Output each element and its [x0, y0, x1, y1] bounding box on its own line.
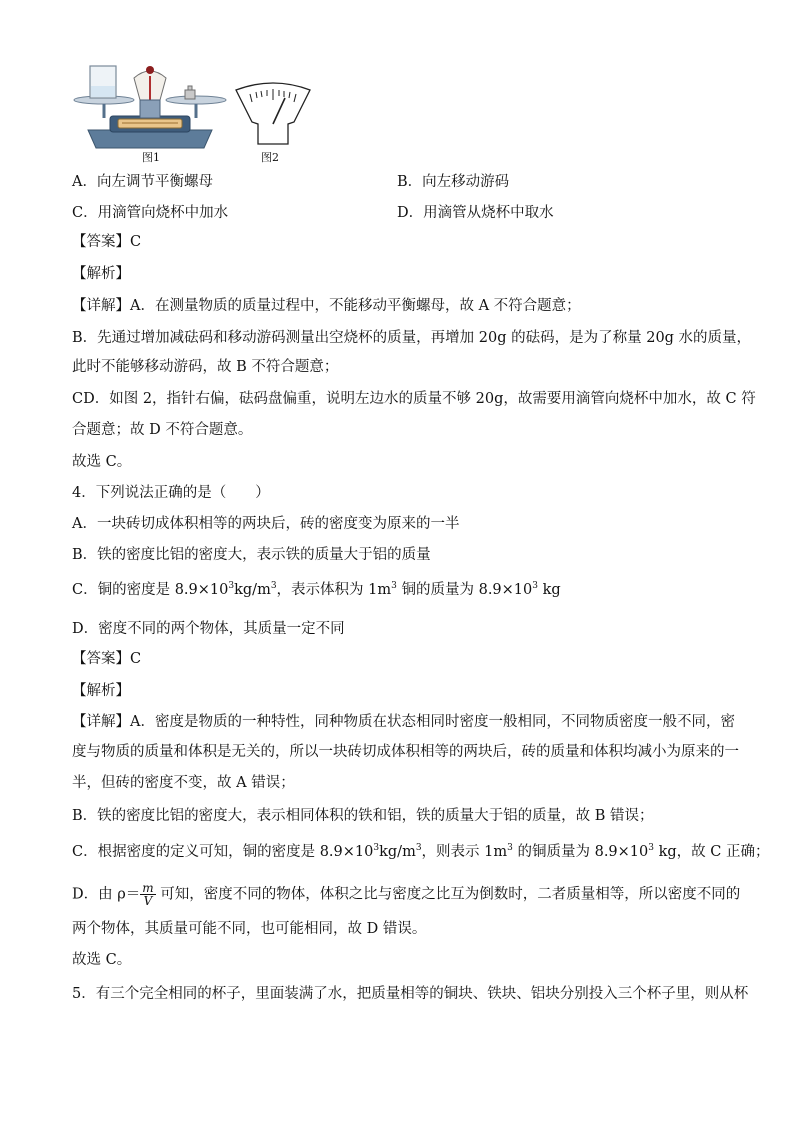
q4-detail-d: D．由 ρ＝ $\frac{m}{V}$ 可知，密度不同的物体，体积之比与密度之比互为倒数时，二者质量相等，所以密度不同的 — [72, 881, 741, 908]
q3-detail-line: 【详解】A．在测量物质的质量过程中，不能移动平衡螺母，故 A 不符合题意； — [72, 298, 581, 314]
q4-detail-line: 度与物质的质量和体积是无关的，所以一块砖切成体积相等的两块后，砖的质量和体积均减小为原来的一 — [72, 744, 739, 760]
q3-detail-line: 合题意；故 D 不符合题意。 — [72, 422, 253, 438]
q4-answer: 【答案】C — [72, 651, 142, 667]
q4-conclusion: 故选 C。 — [72, 952, 132, 968]
q4-analysis-label: 【解析】 — [72, 683, 130, 699]
q3-analysis-label: 【解析】 — [72, 266, 130, 282]
figure-1-caption: 图1 — [142, 151, 160, 164]
q3-option-c: C．用滴管向烧杯中加水 — [72, 205, 229, 221]
q4-option-a: A．一块砖切成体积相等的两块后，砖的密度变为原来的一半 — [72, 516, 460, 532]
q3-option-b: B．向左移动游码 — [397, 174, 510, 190]
q4-option-d: D．密度不同的两个物体，其质量一定不同 — [72, 621, 345, 637]
q4-stem: 4．下列说法正确的是（ ） — [72, 485, 270, 501]
q4-detail-line: 半，但砖的密度不变，故 A 错误； — [72, 775, 295, 791]
q3-detail-line: B．先通过增加减砝码和移动游码测量出空烧杯的质量，再增加 20g 的砝码，是为了称量 20g 水的质量， — [72, 330, 752, 346]
q4-detail-line: 两个物体，其质量可能不同，也可能相同，故 D 错误。 — [72, 921, 427, 937]
q3-option-a: A．向左调节平衡螺母 — [72, 174, 213, 190]
q4-detail-c: C．根据密度的定义可知，铜的密度是 $8.9\times 10^3kg/m^3$，则表示 $1m^3$ 的铜质量为 $8.9\times 10^3$ kg，故 C 正确； — [72, 843, 770, 860]
figure-1-balance — [70, 60, 230, 152]
q3-option-d: D．用滴管从烧杯中取水 — [397, 205, 554, 221]
density-fraction: $\frac{m}{V}$ — [142, 881, 154, 908]
figure-2-dial — [232, 80, 314, 148]
balance-scale-icon — [70, 60, 230, 152]
q3-detail-line: 此时不能够移动游码，故 B 不符合题意； — [72, 359, 339, 375]
q4-option-b: B．铁的密度比铝的密度大，表示铁的质量大于铝的质量 — [72, 547, 431, 563]
q3-detail-line: CD．如图 2，指针右偏，砝码盘偏重，说明左边水的质量不够 20g，故需要用滴管向烧杯中加水，故 C 符 — [72, 391, 756, 407]
q3-conclusion: 故选 C。 — [72, 454, 132, 470]
q4-detail-line: 【详解】A．密度是物质的一种特性，同种物质在状态相同时密度一般相同，不同物质密度一般不同，密 — [72, 714, 735, 730]
q3-answer: 【答案】C — [72, 234, 142, 250]
pointer-dial-icon — [232, 80, 314, 148]
q4-option-c: C．铜的密度是 $8.9\times 10^3kg/m^3$，表示体积为 $1m^3$ 铜的质量为 $8.9\times 10^3$ kg — [72, 581, 561, 598]
q4-detail-line: B．铁的密度比铝的密度大，表示相同体积的铁和铝，铁的质量大于铝的质量，故 B 错误； — [72, 808, 654, 824]
q5-stem: 5．有三个完全相同的杯子，里面装满了水，把质量相等的铜块、铁块、铝块分别投入三个杯子里，则从杯 — [72, 986, 749, 1002]
figure-2-caption: 图2 — [261, 151, 279, 164]
